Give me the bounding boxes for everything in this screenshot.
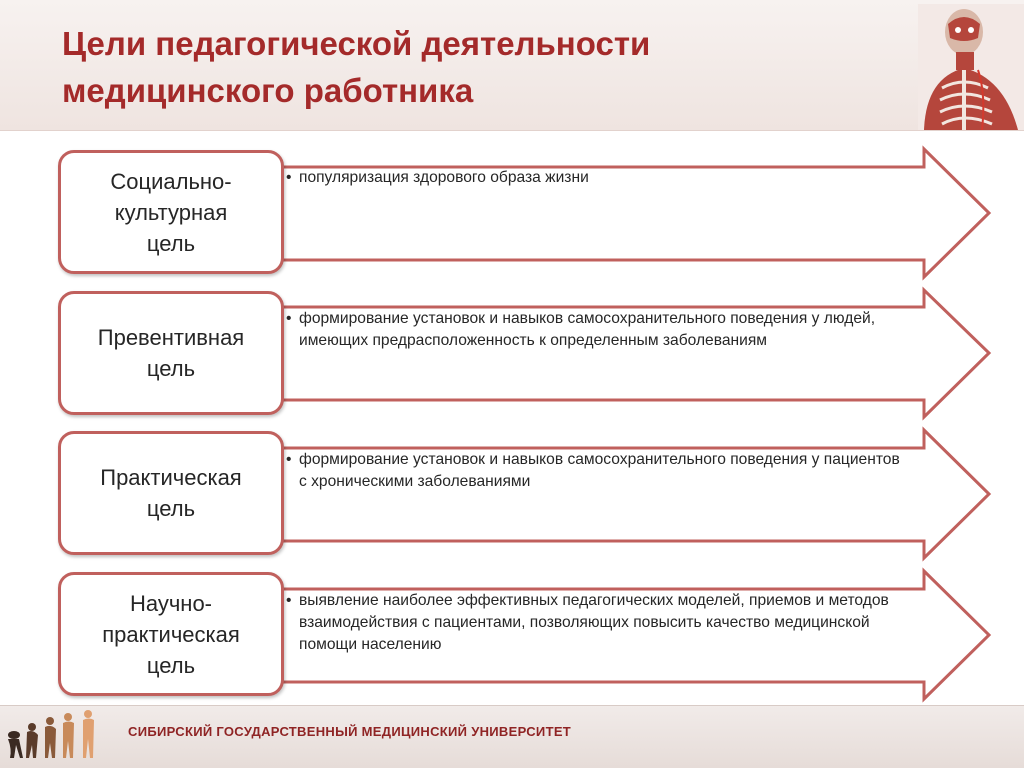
bullet-marker: • xyxy=(286,310,292,327)
goal-description-3 xyxy=(286,449,911,493)
goal-label-3: Практическая цель xyxy=(58,431,284,555)
goal-label-4: Научно- практическая цель xyxy=(58,572,284,696)
bullet-marker: • xyxy=(286,169,292,186)
goal-description-1 xyxy=(286,167,911,189)
goal-description-text: выявление наиболее эффективных педагогических моделей, приемов и методов взаимодействия с пациентами, позволяющих повысить качество медицинской помощи населению xyxy=(299,592,889,653)
title-line-2: медицинского работника xyxy=(62,72,474,109)
goal-label-2: Превентивная цель xyxy=(58,291,284,415)
evolution-icon xyxy=(0,705,120,760)
university-name: СИБИРСКИЙ ГОСУДАРСТВЕННЫЙ МЕДИЦИНСКИЙ УНИВЕРСИТЕТ xyxy=(128,724,572,739)
title-line-1: Цели педагогической деятельности xyxy=(62,25,651,62)
goal-description-2 xyxy=(286,308,911,352)
bullet-marker: • xyxy=(286,592,292,609)
goal-description-text: популяризация здорового образа жизни xyxy=(299,169,589,186)
bullet-marker: • xyxy=(286,451,292,468)
goal-description-text: формирование установок и навыков самосохранительного поведения у пациентов с хроническими заболеваниями xyxy=(299,451,900,490)
goal-description-text: формирование установок и навыков самосохранительного поведения у людей, имеющих предрасположенность к определенным заболеваниям xyxy=(299,310,876,349)
goal-description-4 xyxy=(286,590,911,656)
goal-label-1: Социально- культурная цель xyxy=(58,150,284,274)
